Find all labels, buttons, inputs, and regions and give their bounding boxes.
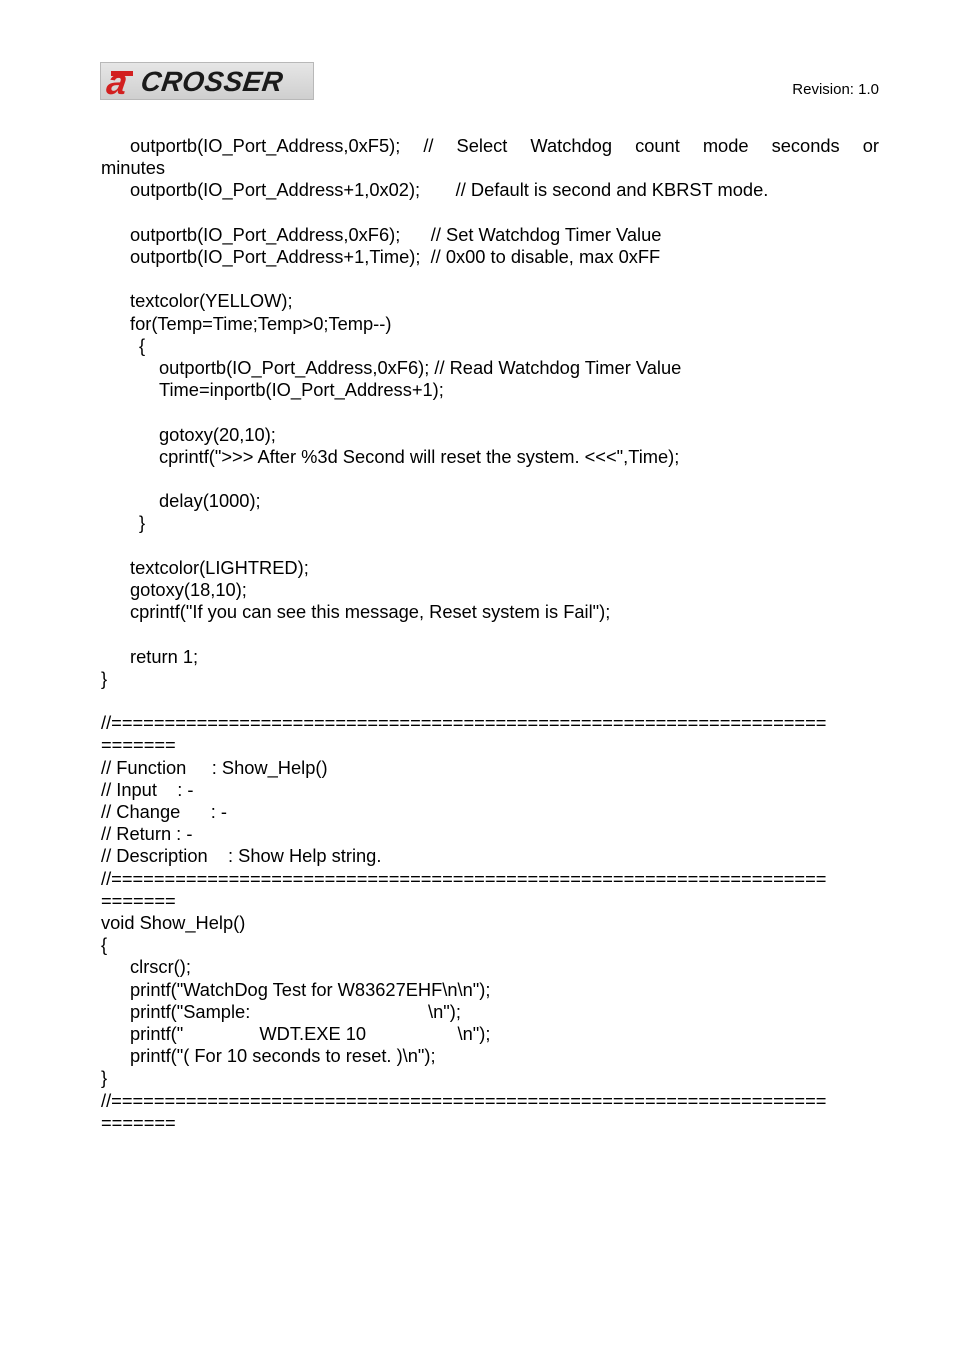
- code-line: //===================================================================: [101, 867, 827, 889]
- acrosser-logo: [100, 62, 314, 100]
- code-line: gotoxy(20,10);: [159, 423, 276, 445]
- code-line: [101, 535, 879, 557]
- code-line: {: [101, 934, 108, 956]
- code-listing: [101, 135, 879, 1134]
- code-line: // Function : Show_Help(): [101, 756, 328, 778]
- code-line: }: [139, 512, 146, 534]
- code-line: =======: [101, 889, 176, 911]
- code-line: for(Temp=Time;Temp>0;Temp--): [130, 312, 392, 334]
- code-line: =======: [101, 734, 176, 756]
- code-line: [101, 690, 879, 712]
- code-line: gotoxy(18,10);: [130, 578, 247, 600]
- code-line: outportb(IO_Port_Address,0xF5); // Select Watchdog count mode seconds or: [130, 135, 879, 156]
- logo-mark: a: [104, 61, 130, 102]
- code-line: {: [139, 334, 146, 356]
- code-line: }: [101, 667, 108, 689]
- code-line: [101, 202, 879, 224]
- code-line: }: [101, 1067, 108, 1089]
- code-line: Time=inportb(IO_Port_Address+1);: [159, 379, 444, 401]
- code-line: return 1;: [130, 645, 199, 667]
- logo-wordmark: CROSSER: [138, 66, 286, 97]
- code-line: outportb(IO_Port_Address+1,0x02); // Default is second and KBRST mode.: [130, 179, 769, 201]
- code-line: // Return : -: [101, 823, 193, 845]
- code-line: printf(" WDT.EXE 10 \n");: [130, 1023, 491, 1045]
- code-line: void Show_Help(): [101, 912, 246, 933]
- code-line: cprintf(">>> After %3d Second will reset the system. <<<",Time);: [159, 445, 680, 467]
- code-line: //===================================================================: [101, 1089, 827, 1111]
- code-line: [101, 468, 879, 490]
- code-line: printf("( For 10 seconds to reset. )\n");: [130, 1045, 436, 1067]
- revision-label: Revision: 1.0: [792, 81, 879, 98]
- code-line: cprintf("If you can see this message, Reset system is Fail");: [130, 601, 611, 623]
- code-line: // Input : -: [101, 778, 194, 800]
- code-line: printf("Sample: \n");: [130, 1000, 461, 1022]
- code-line: [101, 268, 879, 290]
- code-line: // Description : Show Help string.: [101, 845, 382, 867]
- code-line: textcolor(YELLOW);: [130, 290, 293, 312]
- code-line: outportb(IO_Port_Address,0xF6); // Set Watchdog Timer Value: [130, 223, 662, 245]
- code-line: =======: [101, 1111, 176, 1133]
- code-line: delay(1000);: [159, 490, 261, 512]
- code-line: clrscr();: [130, 956, 191, 978]
- code-line: textcolor(LIGHTRED);: [130, 556, 309, 578]
- code-line: minutes: [101, 157, 166, 179]
- code-line: [101, 623, 879, 645]
- code-line: [101, 401, 879, 423]
- code-line: // Change : -: [101, 800, 227, 822]
- code-line: outportb(IO_Port_Address+1,Time); // 0x00 to disable, max 0xFF: [130, 246, 661, 267]
- code-line: outportb(IO_Port_Address,0xF6); // Read Watchdog Timer Value: [159, 357, 682, 378]
- code-line: printf("WatchDog Test for W83627EHF\n\n");: [130, 978, 491, 1000]
- code-line: //===================================================================: [101, 712, 827, 734]
